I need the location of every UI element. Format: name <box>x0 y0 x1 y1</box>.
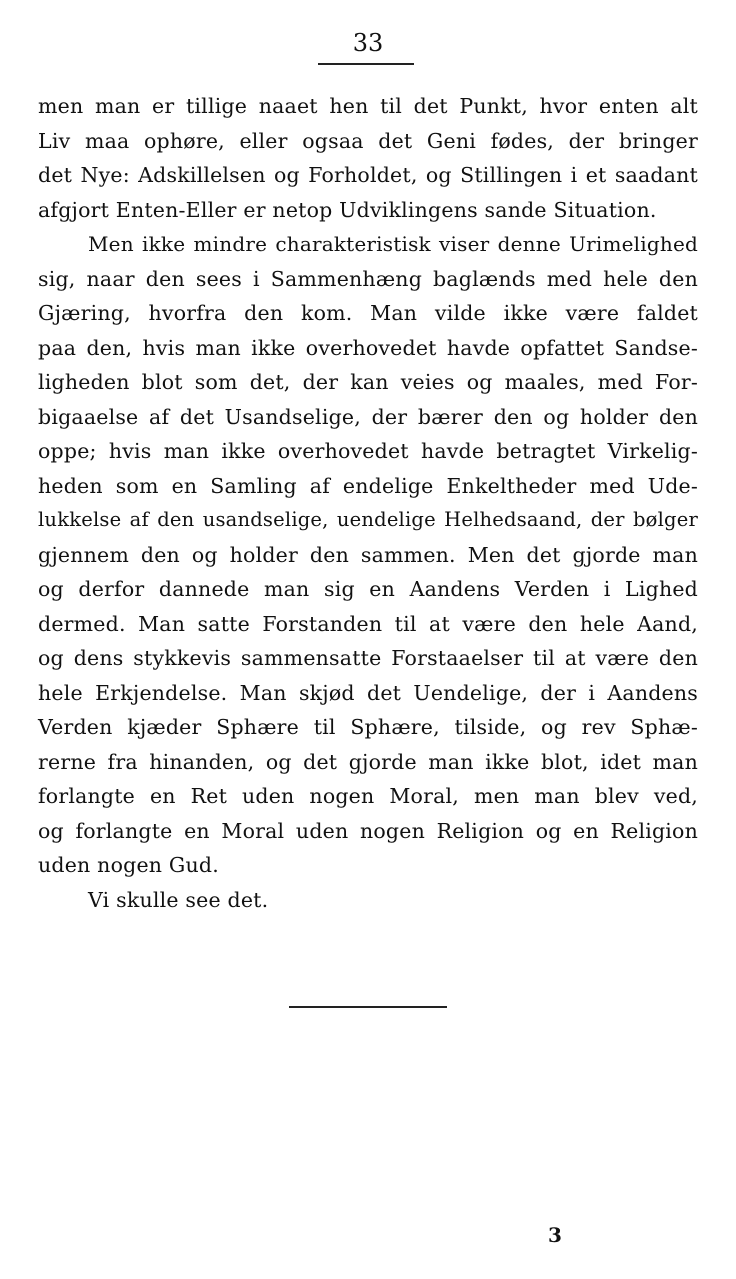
body-text <box>38 89 698 917</box>
text-line: Vi skulle see det. <box>88 887 269 912</box>
text-line: afgjort Enten-Eller er netop Udviklingens sande Situation. <box>38 197 657 222</box>
text-line: rerne fra hinanden, og det gjorde man ikke blot, idet man <box>38 749 698 774</box>
text-line: Verden kjæder Sphære til Sphære, tilside, og rev Sphæ- <box>38 715 698 739</box>
text-line: Gjæring, hvorfra den kom. Man vilde ikke være faldet <box>38 301 698 325</box>
text-line: dermed. Man satte Forstanden til at være den hele Aand, <box>38 611 698 636</box>
section-end-rule <box>289 1006 447 1008</box>
text-line: ligheden blot som det, der kan veies og maales, med For- <box>38 370 698 394</box>
text-line: Men ikke mindre charakteristisk viser denne Urimelighed <box>88 232 698 256</box>
text-line: oppe; hvis man ikke overhovedet havde betragtet Virkelig- <box>38 439 698 463</box>
text-line: bigaaelse af det Usandselige, der bærer den og holder den <box>38 404 698 429</box>
text-line: heden som en Samling af endelige Enkeltheder med Ude- <box>38 473 698 498</box>
header-rule <box>318 63 414 65</box>
text-line: men man er tillige naaet hen til det Punkt, hvor enten alt <box>38 94 698 118</box>
text-line: paa den, hvis man ikke overhovedet havde opfattet Sandse- <box>38 335 698 360</box>
text-line: sig, naar den sees i Sammenhæng baglænds med hele den <box>38 266 698 291</box>
text-line: Liv maa ophøre, eller ogsaa det Geni fødes, der bringer <box>38 128 698 153</box>
text-line: gjennem den og holder den sammen. Men det gjorde man <box>38 542 698 567</box>
text-line: og dens stykkevis sammensatte Forstaaelser til at være den <box>38 646 698 670</box>
text-line: og forlangte en Moral uden nogen Religion og en Religion <box>38 818 698 843</box>
text-line: uden nogen Gud. <box>38 853 219 877</box>
text-line: hele Erkjendelse. Man skjød det Uendelige, der i Aandens <box>38 680 698 705</box>
text-line: lukkelse af den usandselige, uendelige Helhedsaand, der bølger <box>38 508 698 531</box>
page-number: 33 <box>352 29 384 57</box>
text-line: forlangte en Ret uden nogen Moral, men man blev ved, <box>38 784 698 808</box>
text-line: det Nye: Adskillelsen og Forholdet, og Stillingen i et saadant <box>38 163 698 187</box>
signature-mark: 3 <box>548 1223 562 1247</box>
text-line: og derfor dannede man sig en Aandens Verden i Lighed <box>38 577 698 601</box>
